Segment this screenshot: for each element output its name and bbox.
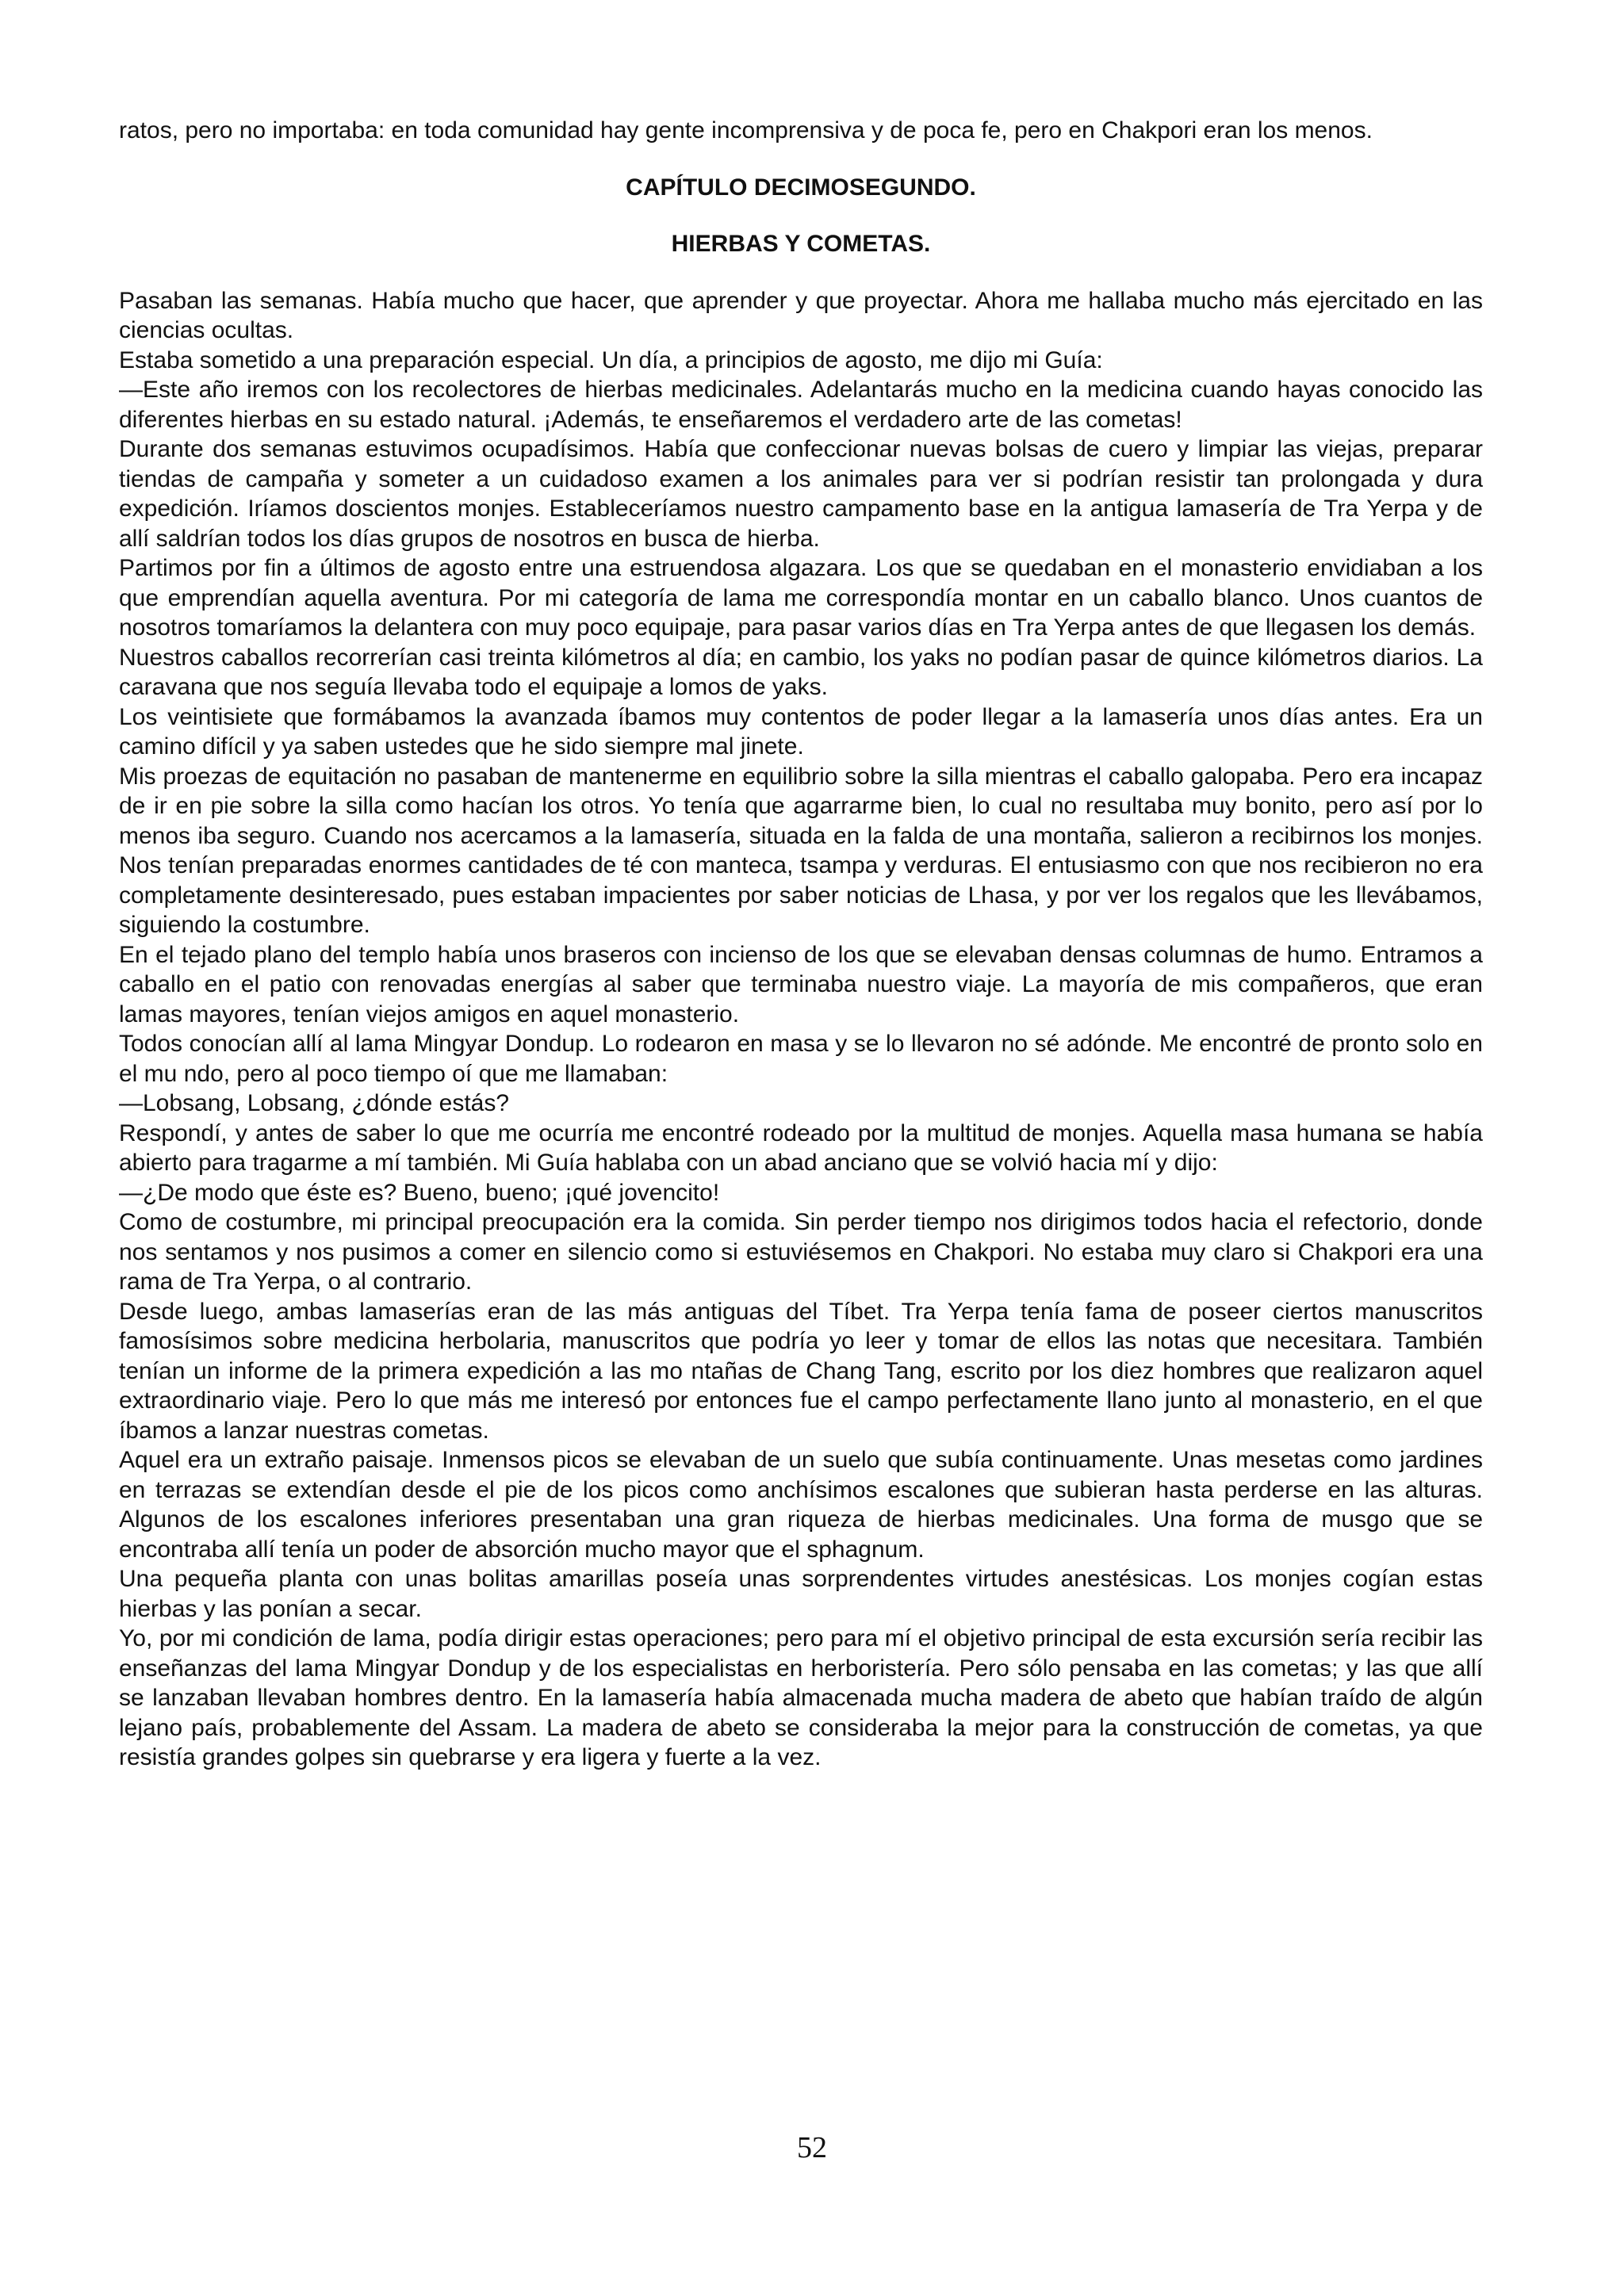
page-number: 52 <box>797 2131 827 2164</box>
paragraph: Nuestros caballos recorrerían casi treinta kilómetros al día; en cambio, los yaks no podían pasar de quince kilómetros diarios. La caravana que nos seguía llevaba todo el equipaje a lomos de yaks. <box>119 644 1483 700</box>
paragraph: Mis proezas de equitación no pasaban de mantenerme en equilibrio sobre la silla mientras el caballo galopaba. Pero era incapaz de ir en pie sobre la silla como hacían los otros. Yo tenía que agarrarme bien, lo cual no resultaba muy bonito, pero así por lo menos iba seguro. Cuando nos acercamos a la lamasería, situada en la falda de una montaña, salieron a recibirnos los monjes. Nos tenían preparadas enormes cantidades de té con manteca, tsampa y verduras. El entusiasmo con que nos recibieron no era completamente desinteresado, pues estaban impacientes por saber noticias de Lhasa, y por ver los regalos que les llevábamos, siguiendo la costumbre. <box>119 763 1483 938</box>
chapter-heading: CAPÍTULO DECIMOSEGUNDO. <box>626 174 976 201</box>
paragraph: Respondí, y antes de saber lo que me ocurría me encontré rodeado por la multitud de monjes. Aquella masa humana se había abierto para tragarme a mí también. Mi Guía hablaba con un abad anciano que se volvió hacia mí y dijo: <box>119 1119 1483 1176</box>
paragraph: Durante dos semanas estuvimos ocupadísimos. Había que confeccionar nuevas bolsas de cuero y limpiar las viejas, preparar tiendas de campaña y someter a un cuidadoso examen a los animales para ver si podrían resistir tan prolongada y dura expedición. Iríamos doscientos monjes. Estableceríamos nuestro campamento base en la antigua lamasería de Tra Yerpa y de allí saldrían todos los días grupos de nosotros en busca de hierba. <box>119 436 1483 552</box>
paragraph: Los veintisiete que formábamos la avanzada íbamos muy contentos de poder llegar a la lamasería unos días antes. Era un camino difícil y ya saben ustedes que he sido siempre mal jinete. <box>119 703 1483 760</box>
paragraph: —Lobsang, Lobsang, ¿dónde estás? <box>119 1090 510 1116</box>
paragraph: Partimos por fin a últimos de agosto entre una estruendosa algazara. Los que se quedaban en el monasterio envidiaban a los que emprendían aquella aventura. Por mi categoría de lama me correspondía montar en un caballo blanco. Unos cuantos de nosotros tomaríamos la delantera con muy poco equipaje, para pasar varios días en Tra Yerpa antes de que llegasen los demás. <box>119 555 1483 641</box>
paragraph: Estaba sometido a una preparación especial. Un día, a principios de agosto, me dijo mi Guía: <box>119 346 1103 373</box>
paragraph: —¿De modo que éste es? Bueno, bueno; ¡qué jovencito! <box>119 1179 720 1206</box>
opening-paragraph: ratos, pero no importaba: en toda comunidad hay gente incomprensiva y de poca fe, pero en Chakpori eran los menos. <box>119 117 1373 144</box>
paragraph: Pasaban las semanas. Había mucho que hacer, que aprender y que proyectar. Ahora me hallaba mucho más ejercitado en las ciencias ocultas. <box>119 287 1483 343</box>
paragraph: En el tejado plano del templo había unos braseros con incienso de los que se elevaban densas columnas de humo. Entramos a caballo en el patio con renovadas energías al saber que terminaba nuestro viaje. La mayoría de mis compañeros, que eran lamas mayores, tenían viejos amigos en aquel monasterio. <box>119 941 1483 1027</box>
paragraph: Aquel era un extraño paisaje. Inmensos picos se elevaban de un suelo que subía continuamente. Unas mesetas como jardines en terrazas se extendían desde el pie de los picos como anchísimos escalones que subieran hasta perderse en las alturas. Algunos de los escalones inferiores presentaban una gran riqueza de hierbas medicinales. Una forma de musgo que se encontraba allí tenía un poder de absorción mucho mayor que el sphagnum. <box>119 1447 1483 1563</box>
paragraph: Desde luego, ambas lamaserías eran de las más antiguas del Tíbet. Tra Yerpa tenía fama de poseer ciertos manuscritos famosísimos sobre medicina herbolaria, manuscritos que podría yo leer y tomar de ellos las notas que necesitara. También tenían un informe de la primera expedición a las mo ntañas de Chang Tang, escrito por los diez hombres que realizaron aquel extraordinario viaje. Pero lo que más me interesó por entonces fue el campo perfectamente llano junto al monasterio, en el que íbamos a lanzar nuestras cometas. <box>119 1298 1483 1444</box>
paragraph: Una pequeña planta con unas bolitas amarillas poseía unas sorprendentes virtudes anestésicas. Los monjes cogían estas hierbas y las ponían a secar. <box>119 1566 1483 1622</box>
paragraph: Todos conocían allí al lama Mingyar Dondup. Lo rodearon en masa y se lo llevaron no sé adónde. Me encontré de pronto solo en el mu ndo, pero al poco tiempo oí que me llamaban: <box>119 1031 1483 1087</box>
paragraph: Yo, por mi condición de lama, podía dirigir estas operaciones; pero para mí el objetivo principal de esta excursión sería recibir las enseñanzas del lama Mingyar Dondup y de los especialistas en herboristería. Pero sólo pensaba en las cometas; y las que allí se lanzaban llevaban hombres dentro. En la lamasería había almacenada mucha madera de abeto que habían traído de algún lejano país, probablemente del Assam. La madera de abeto se consideraba la mejor para la construcción de cometas, ya que resistía grandes golpes sin quebrarse y era ligera y fuerte a la vez. <box>119 1625 1483 1770</box>
page-body <box>119 116 1483 1773</box>
chapter-title: HIERBAS Y COMETAS. <box>671 231 931 257</box>
paragraph: Como de costumbre, mi principal preocupación era la comida. Sin perder tiempo nos dirigimos todos hacia el refectorio, donde nos sentamos y nos pusimos a comer en silencio como si estuviésemos en Chakpori. No estaba muy claro si Chakpori era una rama de Tra Yerpa, o al contrario. <box>119 1209 1483 1295</box>
paragraph: —Este año iremos con los recolectores de hierbas medicinales. Adelantarás mucho en la medicina cuando hayas conocido las diferentes hierbas en su estado natural. ¡Además, te enseñaremos el verdadero arte de las cometas! <box>119 377 1483 433</box>
